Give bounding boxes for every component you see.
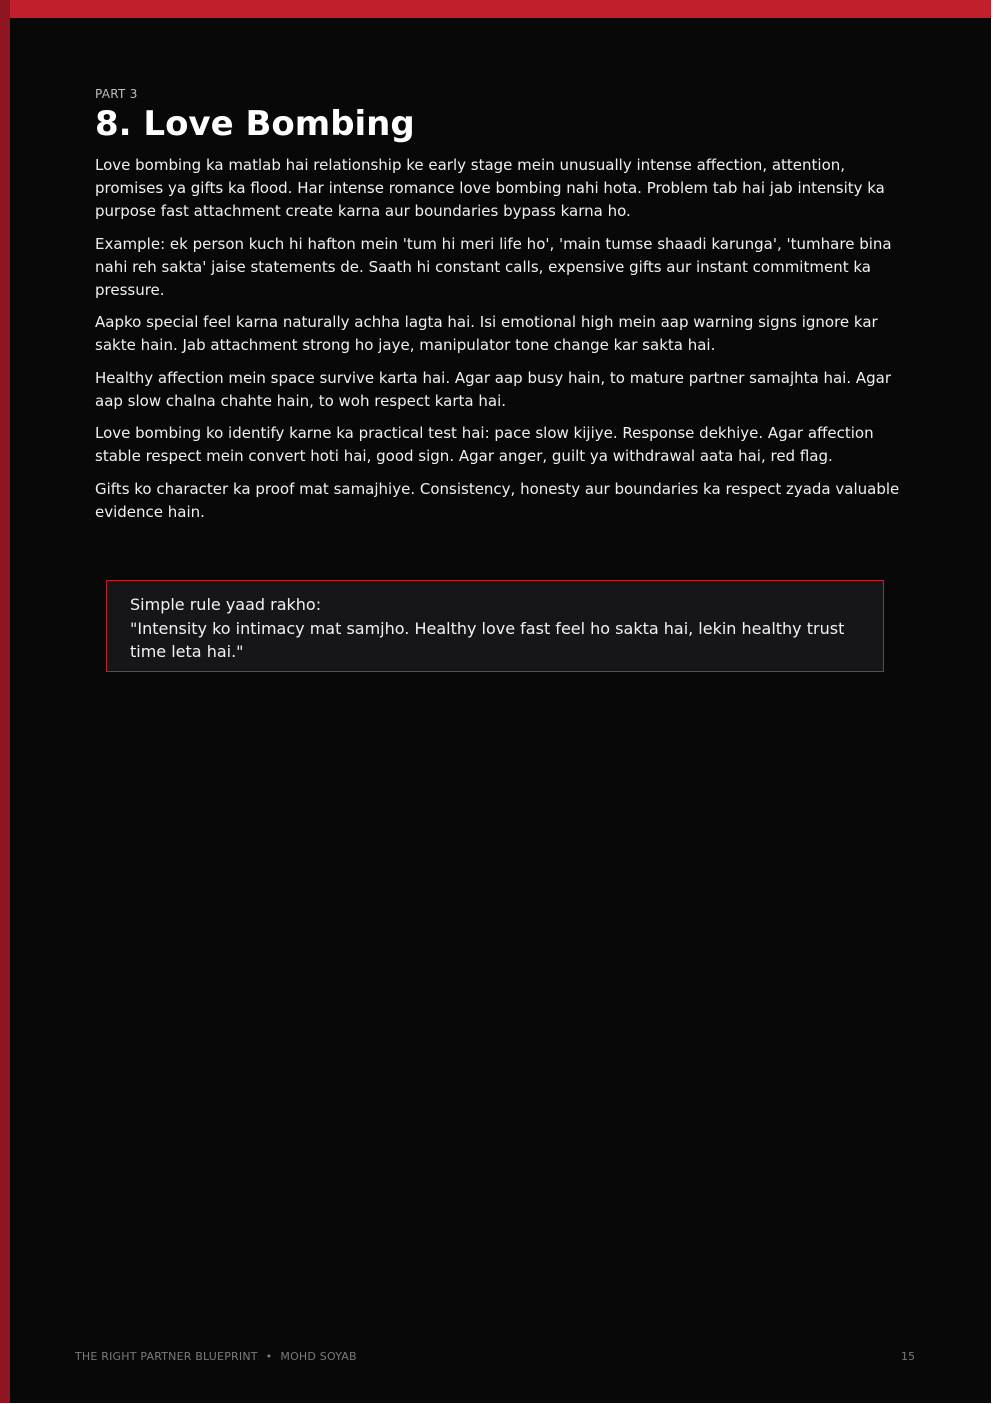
body-paragraph: Gifts ko character ka proof mat samajhiye. Consistency, honesty aur boundaries ka respect zyada valuable evidence hain. [95, 479, 900, 521]
page-number: 15 [901, 1350, 915, 1363]
body-paragraph: Love bombing ka matlab hai relationship ke early stage mein unusually intense affection, attention, promises ya gifts ka flood. Har intense romance love bombing nahi hota. Problem tab hai jab intensity ka purpose fast attachment create karna aur boundaries bypass karna ho. [95, 156, 885, 220]
callout-heading: Simple rule yaad rakho: [130, 595, 322, 614]
body-paragraph: Aapko special feel karna naturally achha lagta hai. Isi emotional high mein aap warning signs ignore kar sakte hain. Jab attachment strong ho jaye, manipulator tone change kar sakta hai. [95, 313, 878, 354]
footer-author: MOHD SOYAB [280, 1350, 357, 1363]
left-accent-bar [0, 0, 10, 1403]
rule-callout-box [106, 580, 884, 672]
footer-separator: • [265, 1350, 273, 1363]
body-paragraph: Love bombing ko identify karne ka practical test hai: pace slow kijiye. Response dekhiye. Agar affection stable respect mein convert hoti hai, good sign. Agar anger, guilt ya withdrawal aata hai, red flag. [95, 424, 874, 465]
callout-quote: "Intensity ko intimacy mat samjho. Healthy love fast feel ho sakta hai, lekin healthy trust time leta hai." [130, 618, 845, 661]
footer-running-title [75, 1350, 357, 1363]
chapter-title: 8. Love Bombing [95, 104, 415, 144]
part-label: PART 3 [95, 87, 138, 101]
callout-text [130, 593, 850, 664]
footer-book-title: THE RIGHT PARTNER BLUEPRINT [75, 1350, 258, 1363]
body-paragraph: Example: ek person kuch hi hafton mein 'tum hi meri life ho', 'main tumse shaadi karunga', 'tumhare bina nahi reh sakta' jaise statements de. Saath hi constant calls, expensive gifts aur instant commitment ka pressure. [95, 234, 892, 299]
chapter-content [95, 86, 907, 533]
body-paragraph: Healthy affection mein space survive karta hai. Agar aap busy hain, to mature partner samajhta hai. Agar aap slow chalna chahte hain, to woh respect karta hai. [95, 368, 892, 410]
top-accent-bar [0, 0, 991, 18]
